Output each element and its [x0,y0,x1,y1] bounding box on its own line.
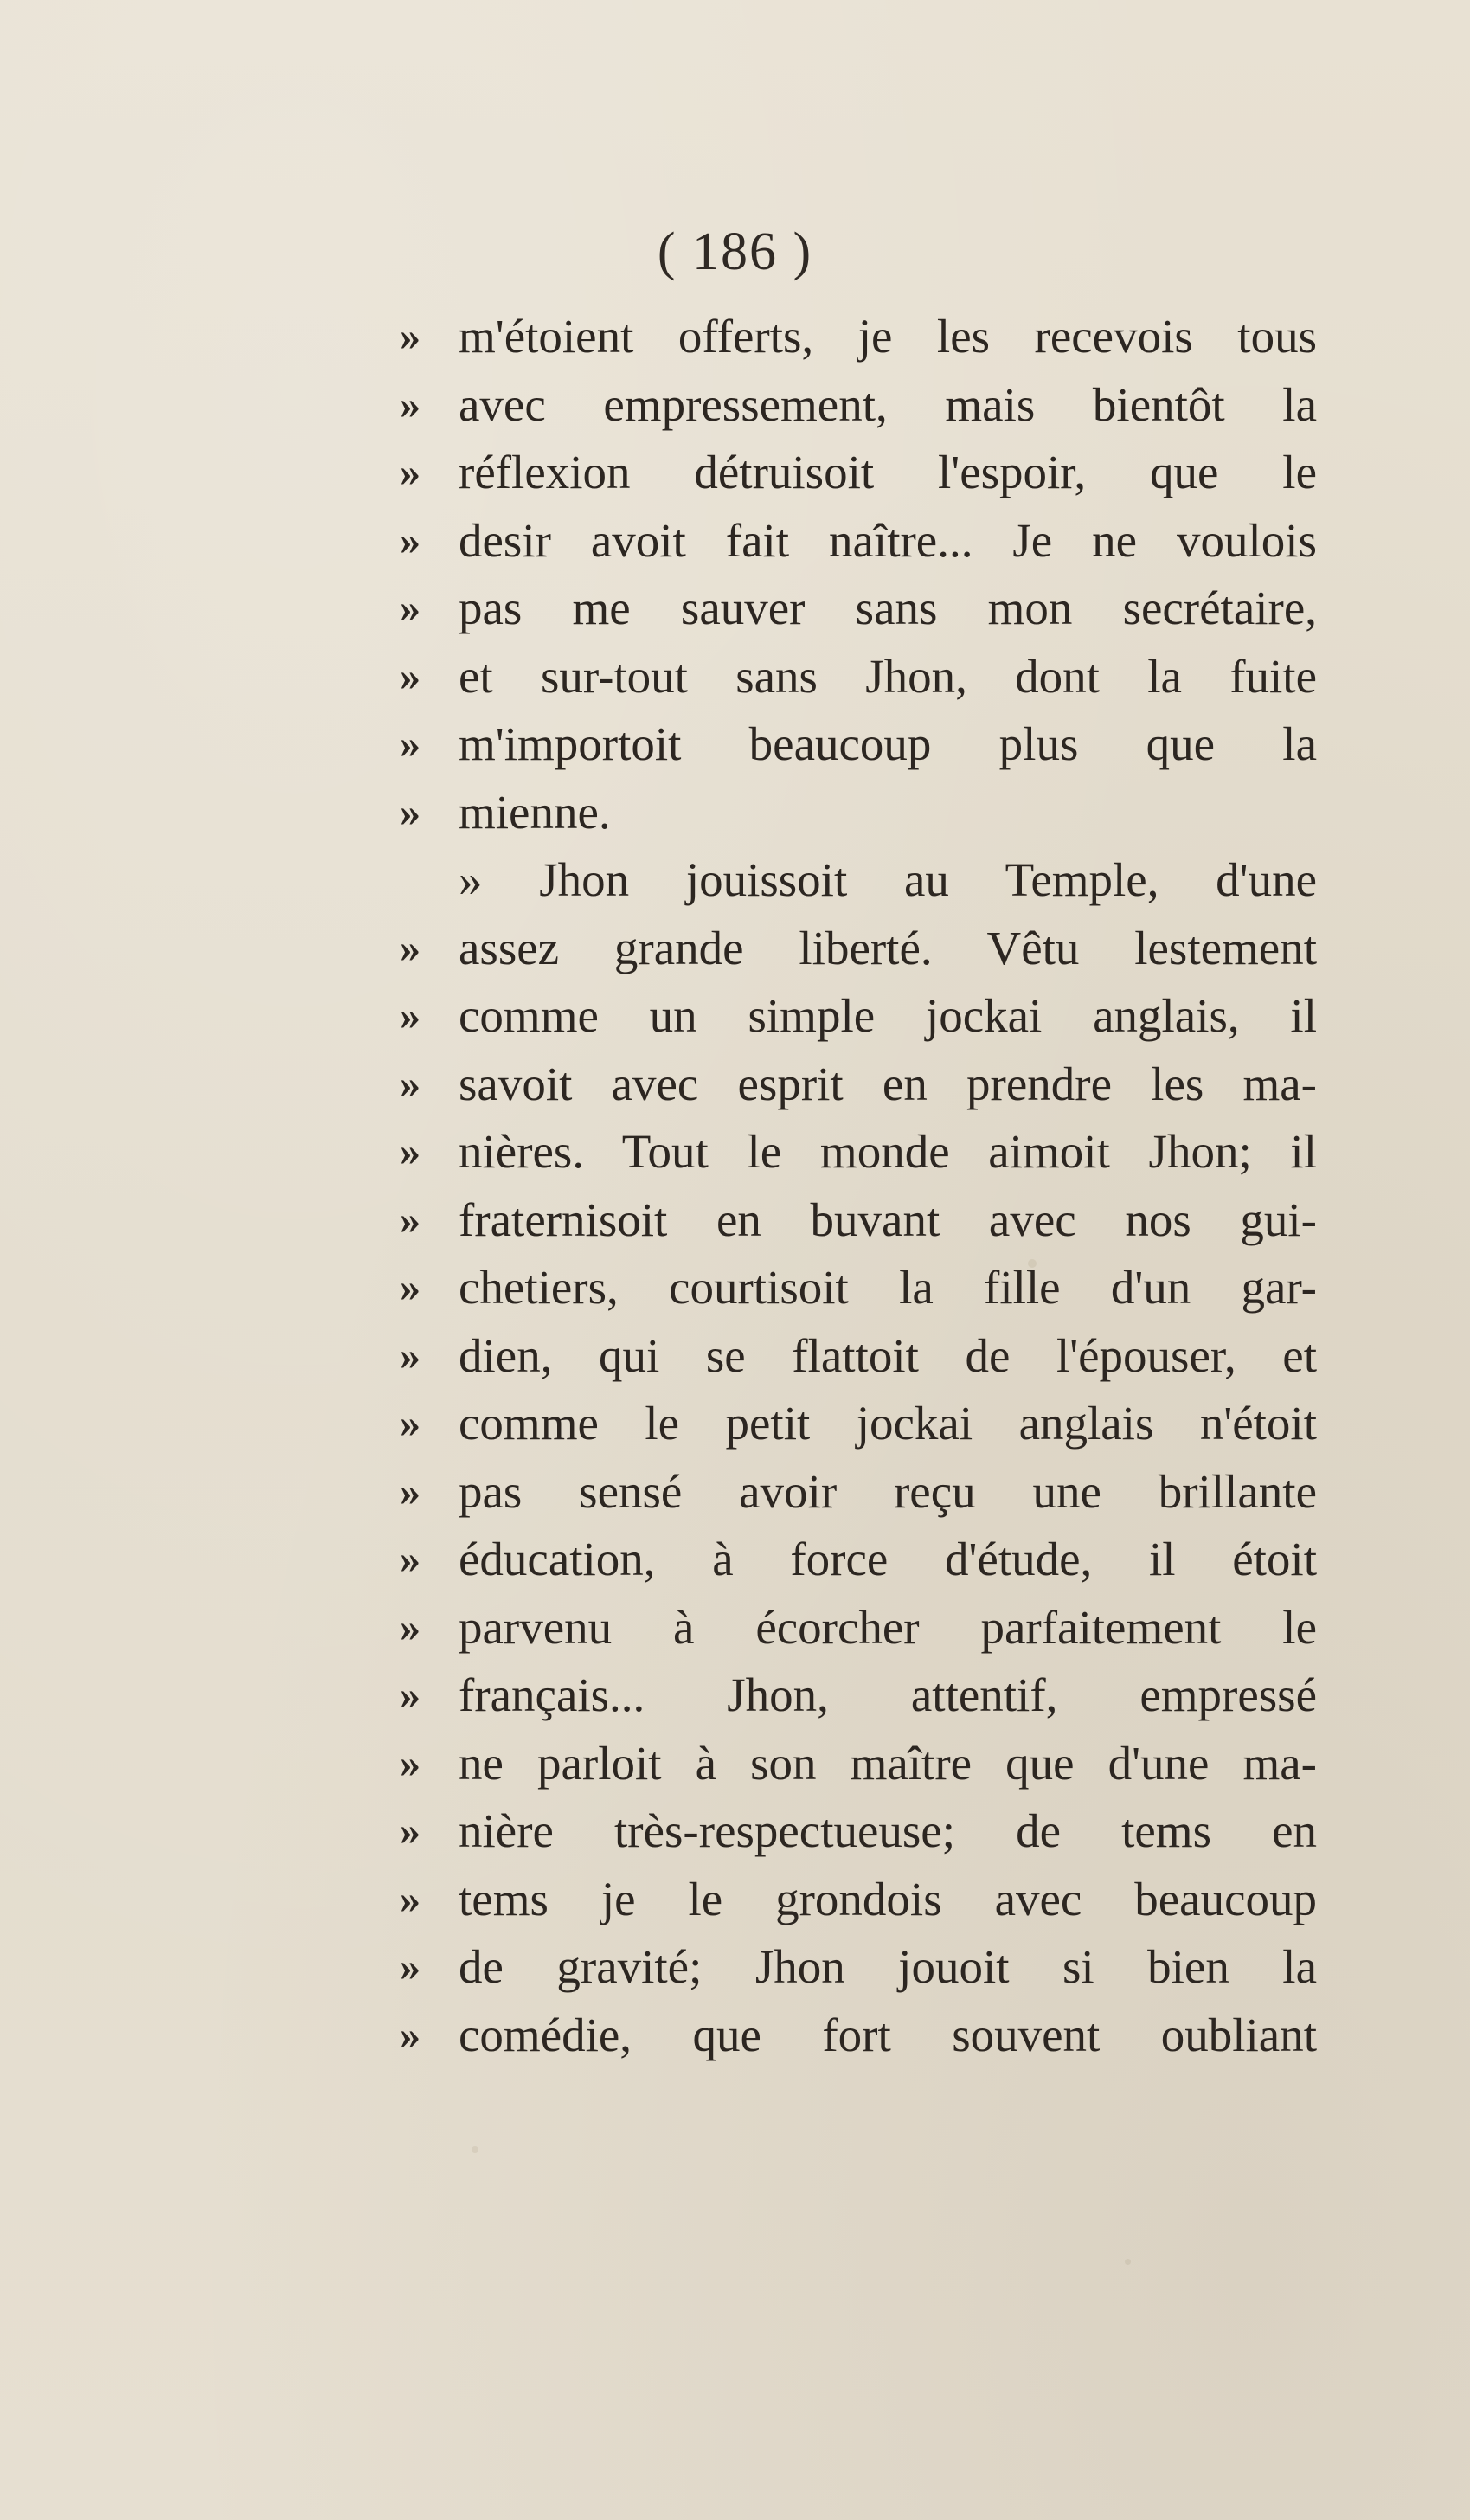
text-line [400,2002,1317,2070]
quotation-mark: » [400,652,420,699]
line-text: parvenu à écorcher parfaitement le [459,1600,1317,1654]
quotation-mark: » [400,449,420,495]
text-line [400,1662,1317,1730]
text-line [400,1186,1317,1255]
text-line [400,303,1317,371]
line-text: mienne. [459,785,611,839]
text-line [400,1797,1317,1866]
line-text: nière très-respectueuse; de tems en [459,1804,1317,1857]
line-text: réflexion détruisoit l'espoir, que le [459,446,1317,498]
line-text: m'étoient offerts, je les recevois tous [459,310,1317,363]
quotation-mark: » [400,924,420,971]
text-line [400,779,1317,847]
quotation-mark: » [400,1468,420,1514]
line-text: comme le petit jockai anglais n'étoit [459,1397,1317,1450]
quotation-mark: » [400,993,420,1038]
text-line [400,643,1317,711]
text-line [400,982,1317,1051]
text-line [400,371,1317,440]
text-line [400,1730,1317,1798]
line-text: pas sensé avoir reçu une brillante [459,1464,1317,1518]
line-text: ne parloit à son maître que d'une ma- [459,1736,1317,1790]
text-line [400,439,1317,507]
line-text: et sur-tout sans Jhon, dont la fuite [459,649,1317,703]
line-text: assez grande liberté. Vêtu lestement [459,921,1317,974]
text-line [400,1118,1317,1186]
text-line [400,507,1317,575]
text-line [400,846,1317,915]
quotation-mark: » [400,585,420,631]
quotation-mark: » [400,1536,420,1582]
quotation-mark: » [400,721,420,767]
quotation-mark: » [400,1196,420,1243]
line-text: français... Jhon, attentif, empressé [459,1668,1317,1721]
text-line [400,1051,1317,1119]
line-text: pas me sauver sans mon secrétaire, [459,582,1317,634]
text-line [400,575,1317,643]
quotation-mark: » [400,2011,420,2058]
quotation-mark: » [400,1672,420,1718]
text-line [400,1933,1317,2002]
line-text: dien, qui se flattoit de l'épouser, et [459,1328,1317,1382]
quotation-mark: » [400,1944,420,1990]
line-text: savoit avec esprit en prendre les ma- [459,1057,1317,1110]
text-line [400,1254,1317,1322]
paper-stain [472,2146,478,2153]
quotation-mark: » [400,1400,420,1446]
line-text: de gravité; Jhon jouoit si bien la [459,1940,1317,1993]
quotation-mark: » [400,1739,420,1786]
quotation-mark: » [400,1264,420,1310]
page-number: ( 186 ) [657,222,813,281]
text-line [400,1322,1317,1391]
line-text: desir avoit fait naître... Je ne voulois [459,513,1317,567]
paper-stain [1125,2259,1131,2265]
line-text: nières. Tout le monde aimoit Jhon; il [459,1125,1317,1178]
line-text: tems je le grondois avec beaucoup [459,1872,1317,1925]
quotation-mark: » [400,788,420,835]
quotation-mark: » [400,517,420,563]
text-line [400,1458,1317,1527]
text-line [400,710,1317,779]
quotation-mark: » [400,381,420,428]
quotation-mark: » [400,1332,420,1379]
quotation-mark: » [400,1808,420,1854]
line-text: fraternisoit en buvant avec nos gui- [459,1192,1317,1246]
body-text [400,303,1317,2069]
quotation-mark: » [400,313,420,359]
text-line [400,1390,1317,1458]
line-text: avec empressement, mais bientôt la [459,377,1317,431]
line-text: comme un simple jockai anglais, il [459,989,1317,1042]
quotation-mark: » [400,1060,420,1107]
line-text: éducation, à force d'étude, il étoit [459,1533,1317,1585]
line-text: comédie, que fort souvent oubliant [459,2008,1317,2061]
quotation-mark: » [400,1128,420,1174]
quotation-mark: » [400,1604,420,1650]
text-line [400,1594,1317,1662]
text-line [400,1526,1317,1594]
quotation-mark: » [400,1875,420,1922]
text-line [400,915,1317,983]
line-text: » Jhon jouissoit au Temple, d'une [459,853,1317,906]
text-line [400,1866,1317,1934]
line-text: chetiers, courtisoit la fille d'un gar- [459,1261,1317,1314]
line-text: m'importoit beaucoup plus que la [459,717,1317,770]
